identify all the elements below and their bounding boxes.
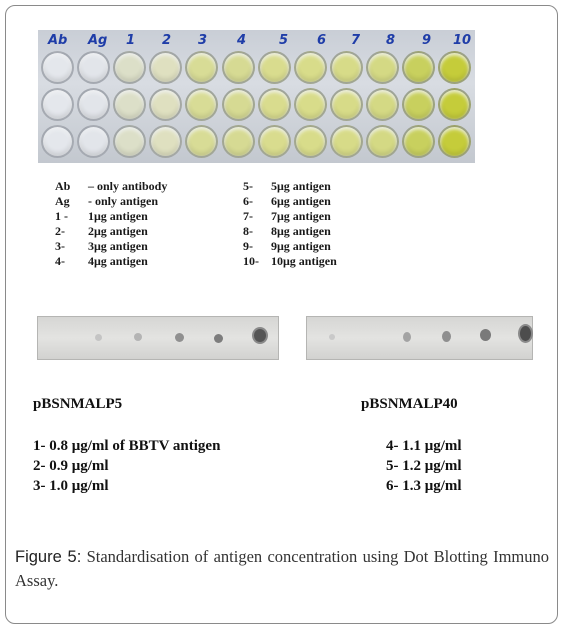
- concentration-list-left: [33, 436, 220, 496]
- legend-text: 4μg antigen: [88, 254, 148, 268]
- plate-well: [149, 125, 182, 158]
- legend-key: 9-: [243, 239, 253, 253]
- plate-well-grid: [40, 50, 474, 162]
- legend-key: 2-: [55, 224, 65, 238]
- plate-well: [77, 51, 110, 84]
- plate-well: [438, 51, 471, 84]
- plate-label-8: 8: [386, 33, 396, 48]
- plate-label-1: 1: [126, 33, 136, 48]
- legend-key: 10-: [243, 254, 259, 268]
- caption-text: Standardisation of antigen concentration using Dot Blotting Immuno Assay.: [15, 547, 549, 590]
- legend-text: 9μg antigen: [271, 239, 331, 253]
- legend-text: 3μg antigen: [88, 239, 148, 253]
- plate-label-6: 6: [317, 33, 327, 48]
- legend-text: 1μg antigen: [88, 209, 148, 223]
- plate-well: [258, 88, 291, 121]
- plate-label-10: 10: [453, 33, 472, 48]
- plate-well: [222, 88, 255, 121]
- legend-key: 3-: [55, 239, 65, 253]
- legend-text: 5μg antigen: [271, 179, 331, 193]
- blot-dot: [329, 334, 335, 340]
- legend-key: Ag: [55, 194, 70, 208]
- legend-text: 10μg antigen: [271, 254, 337, 268]
- plate-well: [294, 51, 327, 84]
- legend-row: [55, 239, 167, 254]
- blot-dot: [518, 324, 533, 343]
- legend-key: 5-: [243, 179, 253, 193]
- plate-label-2: 2: [162, 33, 172, 48]
- legend-row: [55, 194, 167, 209]
- blot-dot: [403, 332, 411, 342]
- legend-row: [55, 179, 167, 194]
- concentration-item: 4- 1.1 μg/ml: [386, 438, 462, 454]
- legend-row: [243, 179, 337, 194]
- legend-key: 6-: [243, 194, 253, 208]
- legend-text: - only antigen: [88, 194, 159, 208]
- concentration-item: 1- 0.8 μg/ml of BBTV antigen: [33, 438, 221, 454]
- figure-caption: [15, 545, 549, 592]
- blot-dot: [95, 334, 102, 341]
- dot-blot-strip-pbsnmalp40: [306, 316, 533, 360]
- legend-text: – only antibody: [88, 179, 168, 193]
- blot-dot: [134, 333, 142, 341]
- plate-well: [330, 88, 363, 121]
- blot-dot: [442, 331, 451, 342]
- plate-well: [113, 125, 146, 158]
- plate-well: [185, 88, 218, 121]
- plate-label-3: 3: [198, 33, 208, 48]
- concentration-item: 5- 1.2 μg/ml: [386, 458, 462, 474]
- dot-blot-strip-pbsnmalp5: [37, 316, 279, 360]
- plate-well: [438, 125, 471, 158]
- blot-dot: [175, 333, 184, 342]
- plate-well: [113, 51, 146, 84]
- plate-label-ag: Ag: [88, 33, 108, 48]
- legend-key: 4-: [55, 254, 65, 268]
- legend-text: 8μg antigen: [271, 224, 331, 238]
- plate-well: [77, 125, 110, 158]
- caption-label: Figure 5:: [15, 548, 82, 566]
- legend-key: 7-: [243, 209, 253, 223]
- concentration-item: 6- 1.3 μg/ml: [386, 478, 462, 494]
- plate-well: [41, 125, 74, 158]
- blot-dot: [480, 329, 491, 341]
- plate-well: [41, 51, 74, 84]
- concentration-item: 2- 0.9 μg/ml: [33, 458, 109, 474]
- plate-well: [294, 125, 327, 158]
- legend-row: [243, 209, 337, 224]
- legend-key: 1 -: [55, 209, 68, 223]
- sample-label-right: pBSNMALP40: [361, 396, 458, 412]
- plate-well: [222, 51, 255, 84]
- legend-right: [243, 179, 337, 269]
- legend-row: [243, 239, 337, 254]
- concentration-item: 3- 1.0 μg/ml: [33, 478, 109, 494]
- plate-well: [402, 51, 435, 84]
- plate-well: [77, 88, 110, 121]
- legend-row: [55, 224, 167, 239]
- blot-dot: [214, 334, 223, 343]
- legend-row: [55, 254, 167, 269]
- plate-well: [402, 125, 435, 158]
- plate-well: [185, 125, 218, 158]
- plate-well: [258, 51, 291, 84]
- plate-well: [366, 88, 399, 121]
- plate-well: [41, 88, 74, 121]
- plate-label-9: 9: [422, 33, 432, 48]
- elisa-plate-photo: [38, 30, 475, 163]
- legend-row: [55, 209, 167, 224]
- plate-well: [149, 51, 182, 84]
- legend-row: [243, 194, 337, 209]
- legend-text: 2μg antigen: [88, 224, 148, 238]
- plate-well: [258, 125, 291, 158]
- plate-well: [294, 88, 327, 121]
- plate-well: [438, 88, 471, 121]
- plate-label-5: 5: [279, 33, 289, 48]
- plate-well: [113, 88, 146, 121]
- blot-dot: [252, 327, 268, 344]
- plate-well: [402, 88, 435, 121]
- legend-key: 8-: [243, 224, 253, 238]
- legend-key: Ab: [55, 179, 71, 193]
- concentration-list-right: [386, 436, 462, 496]
- plate-well: [222, 125, 255, 158]
- plate-well: [330, 125, 363, 158]
- plate-label-ab: Ab: [48, 33, 68, 48]
- sample-label-left: pBSNMALP5: [33, 396, 123, 412]
- plate-well: [149, 88, 182, 121]
- legend-left: [55, 179, 167, 269]
- legend-row: [243, 254, 337, 269]
- plate-well: [366, 51, 399, 84]
- plate-well: [366, 125, 399, 158]
- plate-label-4: 4: [237, 33, 247, 48]
- plate-label-7: 7: [351, 33, 361, 48]
- legend-row: [243, 224, 337, 239]
- legend-text: 6μg antigen: [271, 194, 331, 208]
- plate-well: [185, 51, 218, 84]
- plate-well: [330, 51, 363, 84]
- legend-text: 7μg antigen: [271, 209, 331, 223]
